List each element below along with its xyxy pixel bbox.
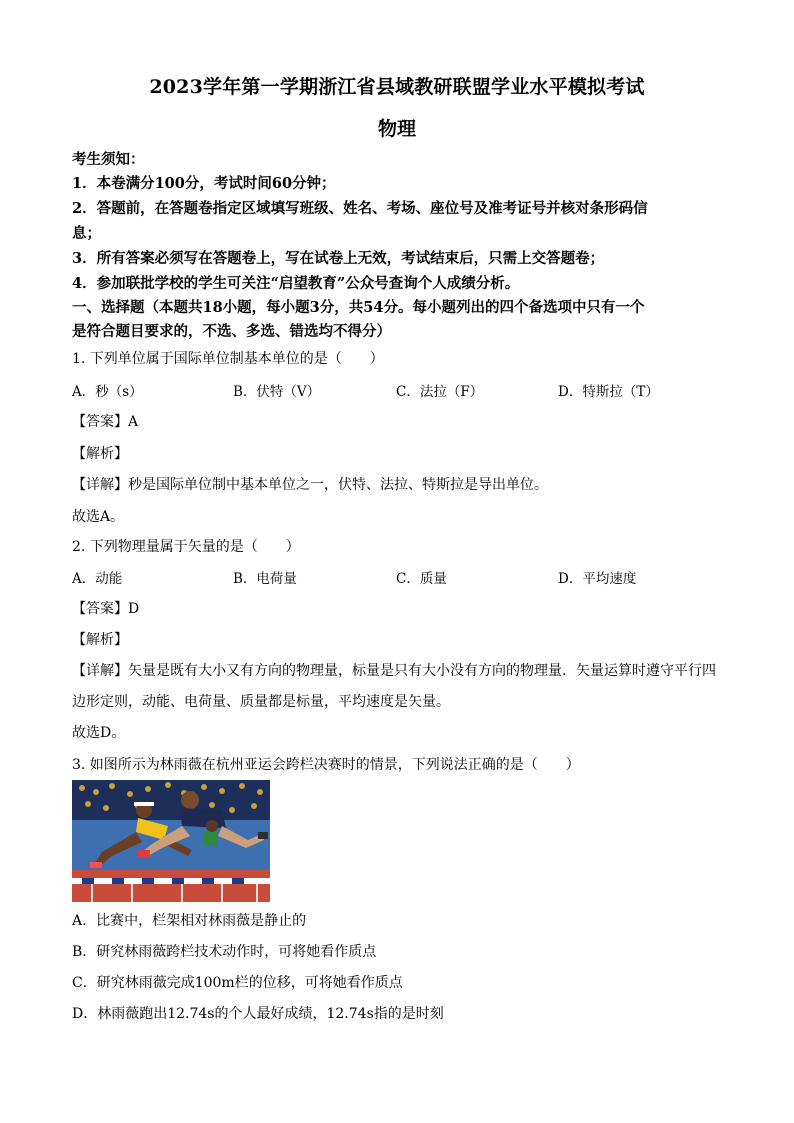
q1-analysis-label: 【解析】 [72, 446, 128, 462]
q2-analysis-label: 【解析】 [72, 632, 128, 648]
section-heading-line-2: 是符合题目要求的，不选、多选、错选均不得分） [72, 323, 391, 340]
hurdles-race-illustration [72, 780, 270, 902]
q2-detail-line-1: 【详解】矢量是既有大小又有方向的物理量，标量是只有大小没有方向的物理量．矢量运算时遵守平行四 [72, 663, 716, 679]
q2-option-a: A．动能 [72, 571, 123, 587]
q2-stem: 2. 下列物理量属于矢量的是（ ） [72, 539, 300, 555]
exam-title: 2023学年第一学期浙江省县域教研联盟学业水平模拟考试 [149, 76, 645, 98]
q3-option-a: A．比赛中，栏架相对林雨薇是静止的 [72, 913, 307, 929]
notice-item-4: 4．参加联批学校的学生可关注“启望教育”公众号查询个人成绩分析。 [72, 275, 520, 292]
q2-answer: 【答案】D [72, 601, 140, 617]
q1-option-c: C．法拉（F） [396, 384, 484, 400]
subject-title: 物理 [377, 118, 416, 140]
q1-conclusion: 故选A。 [72, 509, 125, 525]
q2-option-c: C．质量 [396, 571, 447, 587]
q1-answer: 【答案】A [72, 414, 139, 430]
notice-item-1: 1．本卷满分100分，考试时间60分钟； [72, 175, 336, 192]
q2-detail-line-2: 边形定则，动能、电荷量、质量都是标量，平均速度是矢量。 [72, 694, 450, 710]
q1-option-d: D．特斯拉（T） [558, 384, 659, 400]
q3-option-b: B．研究林雨薇跨栏技术动作时，可将她看作质点 [72, 944, 377, 960]
q1-option-a: A．秒（s） [72, 384, 143, 400]
section-heading-line-1: 一、选择题（本题共18小题，每小题3分，共54分。每小题列出的四个备选项中只有一个 [72, 299, 645, 316]
notice-item-2: 2．答题前，在答题卷指定区域填写班级、姓名、考场、座位号及准考证号并核对条形码信 [72, 200, 648, 217]
q3-option-d: D．林雨薇跑出12.74s的个人最好成绩，12.74s指的是时刻 [72, 1006, 444, 1022]
q2-conclusion: 故选D。 [72, 725, 126, 741]
hurdles-race-photo [72, 780, 270, 902]
notice-item-3: 3．所有答案必须写在答题卷上，写在试卷上无效，考试结束后，只需上交答题卷； [72, 250, 605, 267]
q1-stem: 1. 下列单位属于国际单位制基本单位的是（ ） [72, 351, 384, 367]
q2-option-b: B．电荷量 [233, 571, 297, 587]
notice-item-2-cont: 息； [72, 225, 101, 242]
q1-option-b: B．伏特（V） [233, 384, 321, 400]
q2-option-d: D．平均速度 [558, 571, 637, 587]
q1-detail: 【详解】秒是国际单位制中基本单位之一，伏特、法拉、特斯拉是导出单位。 [72, 477, 548, 493]
q3-option-c: C．研究林雨薇完成100m栏的位移，可将她看作质点 [72, 975, 403, 991]
q3-stem: 3. 如图所示为林雨薇在杭州亚运会跨栏决赛时的情景，下列说法正确的是（ ） [72, 757, 580, 773]
notice-heading: 考生须知： [72, 151, 145, 168]
